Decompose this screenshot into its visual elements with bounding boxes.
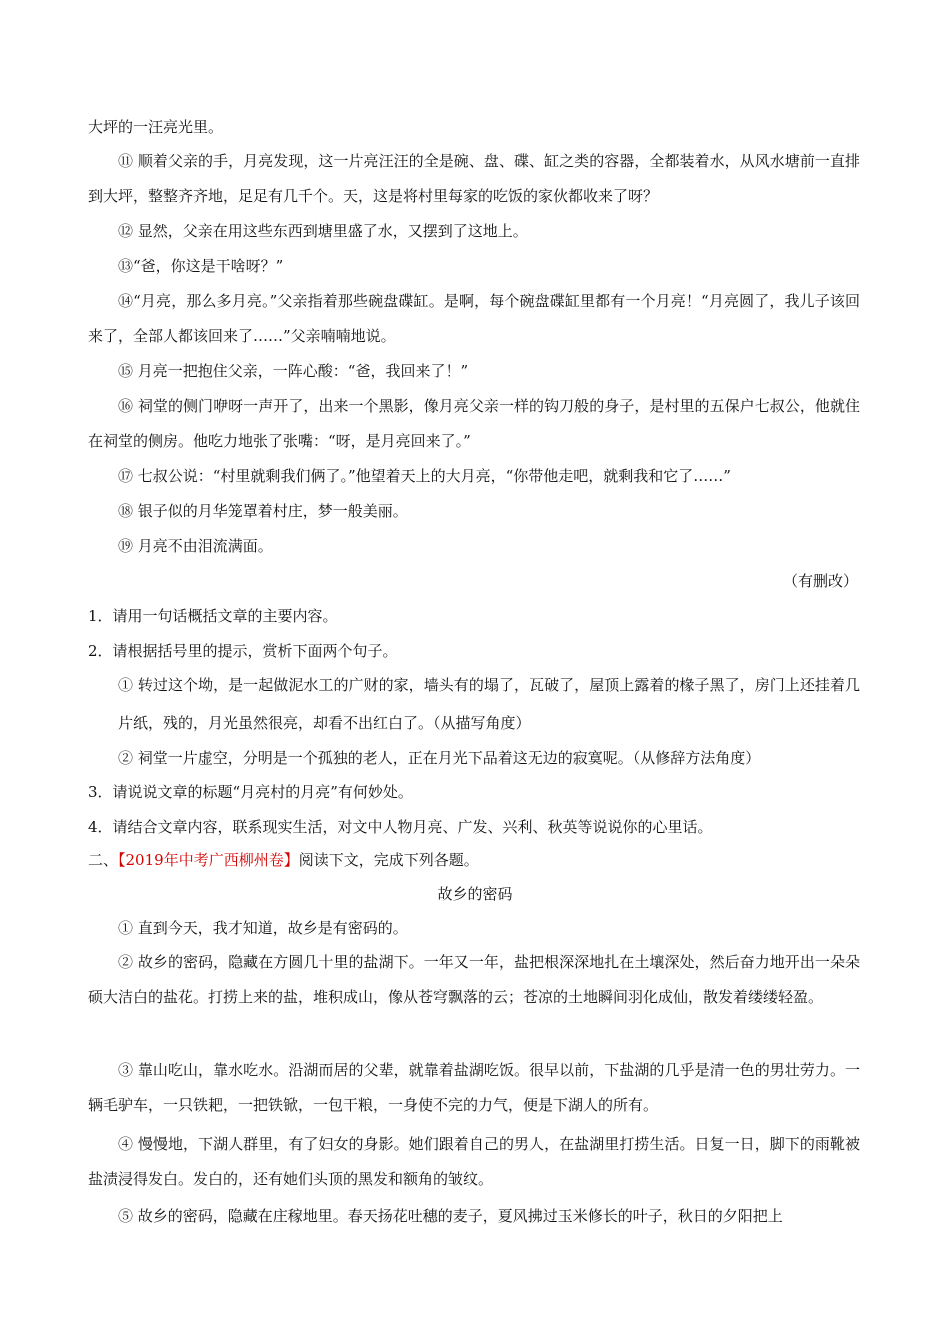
passage-paragraph-16: ⑯ 祠堂的侧门咿呀一声开了，出来一个黑影，像月亮父亲一样的钩刀般的身子，是村里的五保户七叔公，他就住在祠堂的侧房。他吃力地张了张嘴：“呀，是月亮回来了。”: [88, 397, 860, 450]
question-4: 4．请结合文章内容，联系现实生活，对文中人物月亮、广发、兴利、秋英等说说你的心里话。: [88, 818, 713, 836]
section-2-instruction: 阅读下文，完成下列各题。: [298, 851, 479, 869]
question-1: 1．请用一句话概括文章的主要内容。: [88, 607, 338, 625]
passage-paragraph-12: ⑫ 显然，父亲在用这些东西到塘里盛了水，又摆到了这地上。: [118, 222, 528, 240]
article-paragraph-3: ③ 靠山吃山，靠水吃水。沿湖而居的父辈，就靠着盐湖吃饭。很早以前，下盐湖的几乎是清一色的男壮劳力。一辆毛驴车，一只铁耙，一把铁锨，一包干粮，一身使不完的力气，便是下湖人的所有。: [88, 1061, 860, 1114]
passage-paragraph-13: ⑬“爸，你这是干啥呀？”: [118, 257, 284, 275]
section-2-prefix: 二、: [88, 851, 119, 869]
question-2: 2．请根据括号里的提示，赏析下面两个句子。: [88, 642, 398, 660]
section-2-heading: [88, 843, 479, 878]
passage-paragraph-15: ⑮ 月亮一把抱住父亲，一阵心酸：“爸，我回来了！”: [118, 362, 469, 380]
passage-paragraph-19: ⑲ 月亮不由泪流满面。: [118, 537, 273, 555]
passage-paragraph-18: ⑱ 银子似的月华笼罩着村庄，梦一般美丽。: [118, 502, 408, 520]
section-2-source: 【2019年中考广西柳州卷】: [118, 851, 299, 869]
article-paragraph-4: ④ 慢慢地，下湖人群里，有了妇女的身影。她们跟着自己的男人，在盐湖里打捞生活。日复一日，脚下的雨靴被盐渍浸得发白。发白的，还有她们头顶的黑发和额角的皱纹。: [88, 1135, 860, 1188]
article-paragraph-1: ① 直到今天，我才知道，故乡是有密码的。: [118, 919, 408, 937]
article-title: 故乡的密码: [437, 885, 513, 903]
question-2-sentence-2: ② 祠堂一片虚空，分明是一个孤独的老人，正在月光下品着这无边的寂寞呢。（从修辞方法角度）: [118, 749, 761, 767]
passage-paragraph-11: ⑪ 顺着父亲的手，月亮发现，这一片亮汪汪的全是碗、盘、碟、缸之类的容器，全都装着水，从风水塘前一直排到大坪，整整齐齐地，足足有几千个。天，这是将村里每家的吃饭的家伙都收来了呀？: [88, 152, 860, 205]
question-2-sentence-1: ① 转过这个坳，是一起做泥水工的广财的家，墙头有的塌了，瓦破了，屋顶上露着的椽子黑了，房门上还挂着几片纸，残的，月光虽然很亮，却看不出红白了。（从描写角度）: [118, 676, 860, 732]
article-paragraph-5: ⑤ 故乡的密码，隐藏在庄稼地里。春天扬花吐穗的麦子，夏风拂过玉米修长的叶子，秋日的夕阳把上: [118, 1207, 783, 1225]
edit-note: （有删改）: [782, 572, 858, 590]
passage-paragraph-17: ⑰ 七叔公说：“村里就剩我们俩了。”他望着天上的大月亮，“你带他走吧，就剩我和它了……”: [118, 467, 731, 485]
passage-paragraph-14: ⑭“月亮，那么多月亮。”父亲指着那些碗盘碟缸。是啊，每个碗盘碟缸里都有一个月亮！“月亮圆了，我儿子该回来了，全部人都该回来了……”父亲喃喃地说。: [88, 292, 860, 345]
passage-paragraph-continuation: 大坪的一汪亮光里。: [88, 118, 224, 136]
article-paragraph-2: ② 故乡的密码，隐藏在方圆几十里的盐湖下。一年又一年，盐把根深深地扎在土壤深处，然后奋力地开出一朵朵硕大洁白的盐花。打捞上来的盐，堆积成山，像从苍穹飘落的云；苍凉的土地瞬间羽化成仙，散发着缕缕轻盈。: [88, 953, 860, 1006]
question-3: 3．请说说文章的标题“月亮村的月亮”有何妙处。: [88, 783, 413, 801]
